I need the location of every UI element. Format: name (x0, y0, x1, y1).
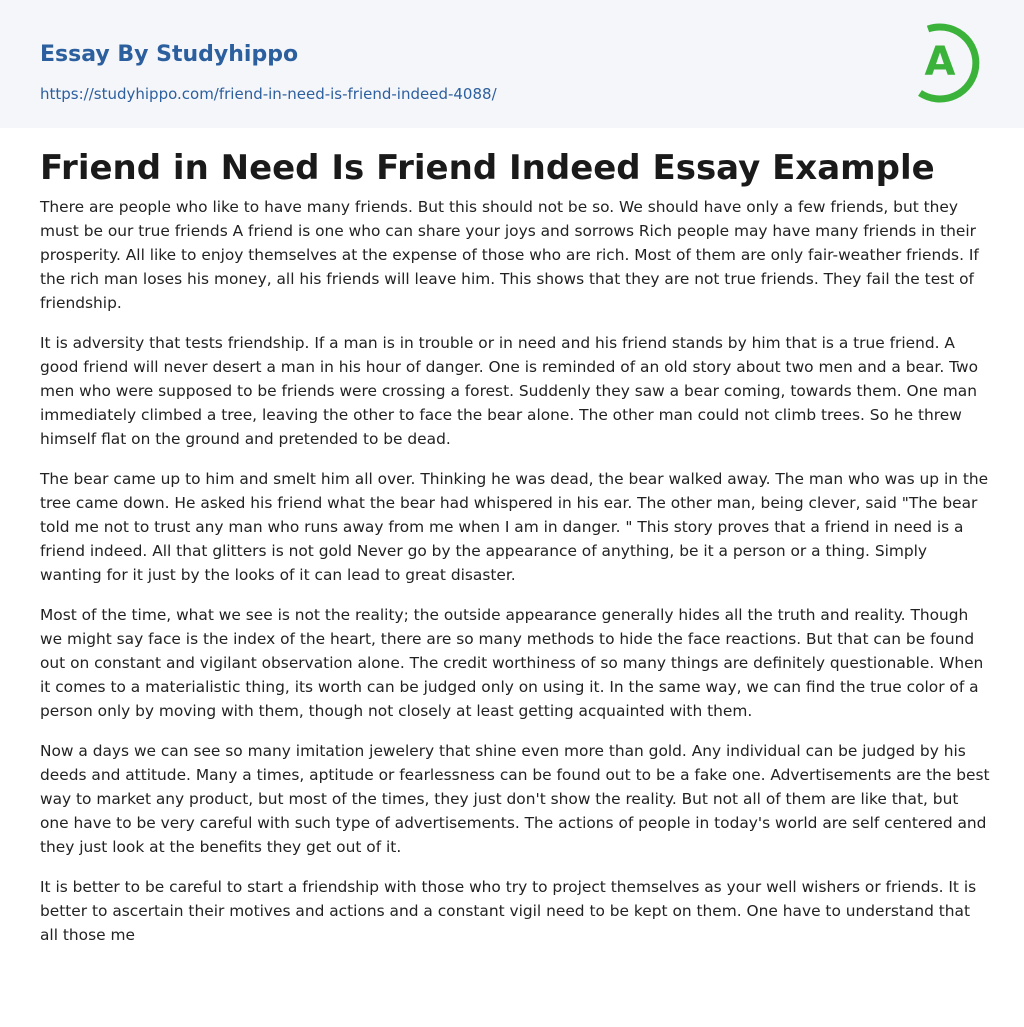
paragraph-1: There are people who like to have many friends. But this should not be so. We should have only a few friends, but they must be our true friends A friend is one who can share your joys and sorrows Rich people may have many friends in their prosperity. All like to enjoy themselves at the expense of those who are rich. Most of them are only fair-weather friends. If the rich man loses his money, all his friends will leave him. This shows that they are not true friends. They fail the test of friendship. (40, 198, 979, 312)
paragraph-3: The bear came up to him and smelt him all over. Thinking he was dead, the bear walked away. The man who was up in the tree came down. He asked his friend what the bear had whispered in his ear. The other man, being clever, said "The bear told me not to trust any man who runs away from me when I am in danger. " This story proves that a friend in need is a friend indeed. All that glitters is not gold Never go by the appearance of anything, be it a person or a thing. Simply wanting for it just by the looks of it can lead to great disaster. (40, 470, 989, 584)
paragraph-2: It is adversity that tests friendship. If a man is in trouble or in need and his friend stands by him that is a true friend. A good friend will never desert a man in his hour of danger. One is reminded of an old story about two men and a bear. Two men who were supposed to be friends were crossing a forest. Suddenly they saw a bear coming, towards them. One man immediately climbed a tree, leaving the other to face the bear alone. The other man could not climb trees. So he threw himself flat on the ground and pretended to be dead. (40, 334, 978, 448)
paragraph-5: Now a days we can see so many imitation jewelery that shine even more than gold. Any individual can be judged by his deeds and attitude. Many a times, aptitude or fearlessness can be found out to be a fake one. Advertisements are the best way to market any product, but most of the times, they just don't show the reality. But not all of them are like that, but one have to be very careful with such type of advertisements. The actions of people in today's world are self centered and they just look at the benefits they get out of it. (40, 742, 990, 856)
article-title: Friend in Need Is Friend Indeed Essay Example (40, 148, 935, 188)
site-title[interactable]: Essay By Studyhippo (40, 42, 299, 67)
site-header (0, 0, 1024, 128)
article-body (40, 195, 990, 963)
paragraph-6: It is better to be careful to start a friendship with those who try to project themselves as your well wishers or friends. It is better to ascertain their motives and actions and a constant vigil need to be kept on them. One have to understand that all those me (40, 878, 977, 944)
logo-letter: A (924, 39, 956, 85)
studyhippo-logo-icon[interactable] (912, 19, 986, 105)
paragraph-4: Most of the time, what we see is not the reality; the outside appearance generally hides all the truth and reality. Though we might say face is the index of the heart, there are so many methods to hide the face reactions. But that can be found out on constant and vigilant observation alone. The credit worthiness of so many things are definitely questionable. When it comes to a materialistic thing, its worth can be judged only on using it. In the same way, we can find the true color of a person only by moving with them, though not closely at least getting acquainted with them. (40, 606, 984, 720)
article-url-link[interactable]: https://studyhippo.com/friend-in-need-is-friend-indeed-4088/ (40, 85, 497, 103)
